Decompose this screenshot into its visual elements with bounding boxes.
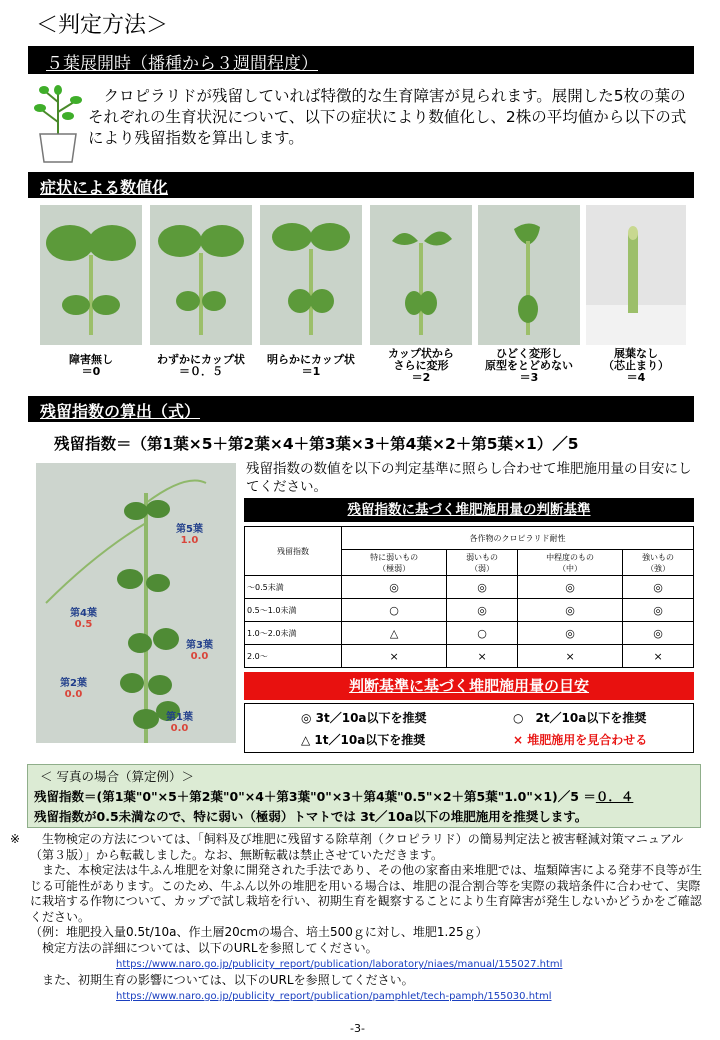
col-label: 弱いもの bbox=[466, 552, 499, 562]
example-calc: 残留指数＝(第1葉"0"×5＋第2葉"0"×4＋第3葉"0"×3＋第4葉"0.5"×2＋第5葉"1.0"×1)／5 ＝ bbox=[34, 789, 596, 804]
symptom-caption-1 bbox=[146, 354, 256, 378]
symptom-photo-1 bbox=[150, 205, 252, 345]
row-label: 1.0～2.0未満 bbox=[245, 622, 342, 645]
caption-value: ＝3 bbox=[519, 371, 539, 384]
cell-mark: × bbox=[623, 645, 694, 668]
cell-mark: ◎ bbox=[517, 622, 622, 645]
caption-line: 障害無し bbox=[69, 353, 113, 366]
guide-item-circle: ○ 2t／10a以下を推奨 bbox=[513, 711, 647, 725]
leaf-value: 1.0 bbox=[180, 535, 199, 546]
caption-value: ＝4 bbox=[626, 371, 646, 384]
caption-line: カップ状から bbox=[388, 347, 454, 360]
cell-mark: ◎ bbox=[517, 576, 622, 599]
cell-mark: ◎ bbox=[623, 576, 694, 599]
note-caution: また、本検定法は牛ふん堆肥を対象に開発された手法であり、その他の家畜由来堆肥では、塩類障害による発芽不良等が生じる可能性があります。このため、牛ふん以外の堆肥を用いる場合は、堆肥の混合割合等を実際の栽培条件に合わせて、実際に栽培する作物について、カップで試し栽培を行い、初期生育を観察することにより生育障害が発生しないかどうかをご確認ください。 bbox=[30, 863, 703, 924]
page-number: -3- bbox=[350, 1022, 365, 1035]
caption-line: 原型をとどめない bbox=[485, 359, 573, 372]
guide-item-cross: × 堆肥施用を見合わせる bbox=[513, 733, 648, 747]
col-weak bbox=[447, 550, 518, 576]
table-row bbox=[245, 622, 694, 645]
col-sub: （強） bbox=[646, 563, 671, 573]
leaf-name: 第1葉 bbox=[166, 712, 193, 723]
leaf-name: 第4葉 bbox=[70, 608, 97, 619]
leaf-value: 0.0 bbox=[190, 651, 209, 662]
symptom-photo-0 bbox=[40, 205, 142, 345]
symptom-photo-5 bbox=[586, 205, 686, 345]
leaf-name: 第5葉 bbox=[176, 524, 203, 535]
criteria-table bbox=[244, 526, 694, 668]
caption-value: ＝0 bbox=[81, 365, 101, 378]
notes-mark: ※ bbox=[10, 832, 21, 846]
cell-mark: ◎ bbox=[517, 599, 622, 622]
example-result: ０．４ bbox=[595, 789, 634, 804]
symptom-caption-5 bbox=[586, 348, 686, 384]
cell-mark: ◎ bbox=[447, 599, 518, 622]
leaf-name: 第3葉 bbox=[186, 640, 213, 651]
leaf-label-1 bbox=[166, 708, 193, 734]
cell-mark: × bbox=[342, 645, 447, 668]
note-source: 生物検定の方法については、「飼料及び堆肥に残留する除草剤（クロピラリド）の簡易判定法と被害軽減対策マニュアル（第３版）」から転載しました。なお、無断転載は禁止させていただきます。 bbox=[30, 832, 684, 862]
caption-line: さらに変形 bbox=[393, 359, 449, 372]
leaf-value: 0.0 bbox=[170, 723, 189, 734]
criteria-title: 残留指数に基づく堆肥施用量の判断基準 bbox=[347, 502, 591, 518]
table-row bbox=[245, 576, 694, 599]
table-row bbox=[245, 645, 694, 668]
col-label: 特に弱いもの bbox=[370, 552, 419, 562]
col-sub: （弱） bbox=[470, 563, 495, 573]
url-link-manual[interactable]: https://www.naro.go.jp/publicity_report/publication/laboratory/niaes/manual/155027.html bbox=[116, 959, 563, 970]
note-detail-link-intro: 検定方法の詳細については、以下のURLを参照してください。 bbox=[42, 940, 378, 955]
tolerance-group-header: 各作物のクロピラリド耐性 bbox=[342, 527, 694, 550]
caption-line: （芯止まり） bbox=[603, 359, 669, 372]
row-label: 2.0～ bbox=[245, 645, 342, 668]
caption-line: 明らかにカップ状 bbox=[267, 353, 355, 366]
symptom-caption-0 bbox=[40, 354, 142, 378]
caption-value: ＝０．５ bbox=[179, 365, 223, 378]
caption-line: わずかにカップ状 bbox=[157, 353, 245, 366]
col-label: 中程度のもの bbox=[546, 552, 595, 562]
col-very-weak bbox=[342, 550, 447, 576]
leaf-label-3 bbox=[186, 636, 213, 662]
leaf-label-4 bbox=[70, 604, 97, 630]
col-sub: （中） bbox=[558, 563, 583, 573]
caption-value: ＝1 bbox=[301, 365, 321, 378]
leaf-value: 0.0 bbox=[64, 689, 83, 700]
notes-block bbox=[30, 832, 706, 1005]
example-title: ＜ 写真の場合（算定例）＞ bbox=[40, 769, 194, 784]
symptom-caption-2 bbox=[256, 354, 366, 378]
leaf-value: 0.5 bbox=[74, 619, 93, 630]
col-medium bbox=[517, 550, 622, 576]
plant-example-photo bbox=[36, 463, 236, 743]
example-box bbox=[27, 764, 701, 828]
intro-paragraph: クロピラリドが残留していれば特徴的な生育障害が見られます。展開した5枚の葉のそれぞれの生育状況について、以下の症状により数値化し、2株の平均値から以下の式により残留指数を算出します。 bbox=[88, 87, 687, 147]
cell-mark: × bbox=[447, 645, 518, 668]
cell-mark: ◎ bbox=[623, 622, 694, 645]
guide-title: 判断基準に基づく堆肥施用量の目安 bbox=[348, 677, 589, 695]
section-bar-symptoms bbox=[28, 172, 694, 198]
section-bar-timing bbox=[28, 46, 694, 74]
symptom-caption-3 bbox=[370, 348, 472, 384]
symptom-photo-3 bbox=[370, 205, 472, 345]
cell-mark: ○ bbox=[342, 599, 447, 622]
section-title-formula: 残留指数の算出（式） bbox=[40, 402, 201, 421]
note-example: （例：堆肥投入量0.5t/10a、作土層20cmの場合、培土500ｇに対し、堆肥1.25ｇ） bbox=[30, 925, 488, 939]
section-bar-formula bbox=[28, 396, 694, 422]
note-growth-link-intro: また、初期生育の影響については、以下のURLを参照してください。 bbox=[42, 972, 414, 987]
formula: 残留指数＝（第1葉×5＋第2葉×4＋第3葉×3＋第4葉×2＋第5葉×1）／5 bbox=[54, 435, 579, 453]
guide-item-triangle: △ 1t／10a以下を推奨 bbox=[301, 733, 426, 747]
row-label: ～0.5未満 bbox=[245, 576, 342, 599]
symptom-photo-2 bbox=[260, 205, 362, 345]
caption-value: ＝2 bbox=[411, 371, 431, 384]
leaf-name: 第2葉 bbox=[60, 678, 87, 689]
row-header-label: 残留指数 bbox=[245, 527, 342, 576]
url-link-pamphlet[interactable]: https://www.naro.go.jp/publicity_report/publication/pamphlet/tech-pamph/155030.html bbox=[116, 991, 552, 1002]
table-row bbox=[245, 599, 694, 622]
leaf-label-5 bbox=[176, 520, 203, 546]
criteria-title-bar bbox=[244, 498, 694, 522]
section-title-symptoms: 症状による数値化 bbox=[40, 178, 169, 197]
guide-title-bar bbox=[244, 672, 694, 700]
example-calc-line bbox=[34, 787, 633, 805]
row-label: 0.5～1.0未満 bbox=[245, 599, 342, 622]
cell-mark: ◎ bbox=[342, 576, 447, 599]
col-sub: （極弱） bbox=[378, 563, 411, 573]
col-strong bbox=[623, 550, 694, 576]
caption-line: 展葉なし bbox=[614, 347, 658, 360]
guide-box bbox=[244, 703, 694, 753]
cell-mark: ○ bbox=[447, 622, 518, 645]
cell-mark: ◎ bbox=[623, 599, 694, 622]
symptom-photo-4 bbox=[478, 205, 580, 345]
section-title-timing: ５葉展開時（播種から３週間程度） bbox=[46, 54, 318, 74]
caption-line: ひどく変形し bbox=[496, 347, 562, 360]
symptom-caption-4 bbox=[470, 348, 588, 384]
guide-item-double-circle: ◎ 3t／10a以下を推奨 bbox=[301, 711, 427, 725]
cell-mark: ◎ bbox=[447, 576, 518, 599]
example-conclusion: 残留指数が0.5未満なので、特に弱い（極弱）トマトでは 3t／10a以下の堆肥施用を推奨します。 bbox=[34, 809, 588, 824]
cell-mark: × bbox=[517, 645, 622, 668]
page-heading: ＜判定方法＞ bbox=[36, 13, 169, 38]
cell-mark: △ bbox=[342, 622, 447, 645]
col-label: 強いもの bbox=[642, 552, 675, 562]
criteria-note: 残留指数の数値を以下の判定基準に照らし合わせて堆肥施用量の目安にしてください。 bbox=[246, 461, 692, 495]
seedling-pot-icon bbox=[26, 82, 90, 164]
leaf-label-2 bbox=[60, 674, 87, 700]
